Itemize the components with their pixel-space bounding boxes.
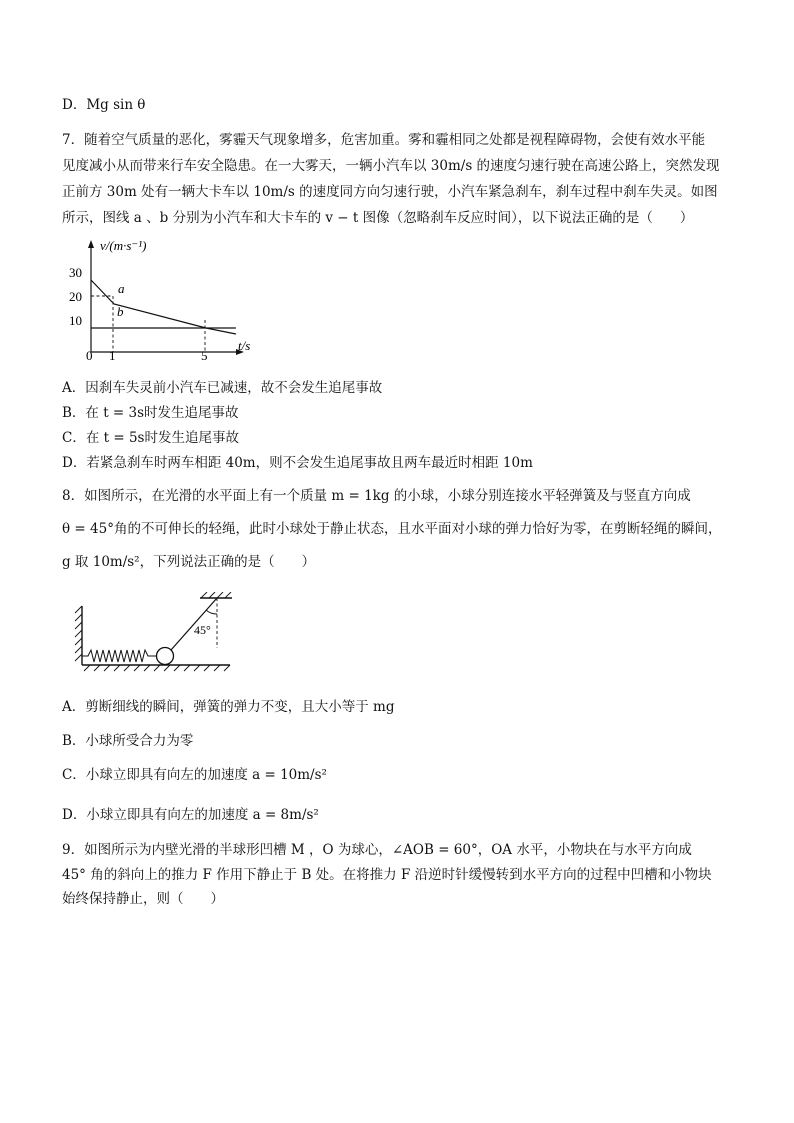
y-tick-10: 10 <box>69 313 82 328</box>
q7-option-b: B．在 t = 3s时发生追尾事故 <box>62 405 239 421</box>
q7-text-line-3: 正前方 30m 处有一辆大卡车以 10m/s 的速度同方向匀速行驶，小汽车紧急刹车，刹车过程中刹车失灵。如图 <box>62 184 718 200</box>
series-a-label: a <box>118 281 125 296</box>
spring <box>82 650 156 662</box>
x-axis-label: t/s <box>238 338 251 353</box>
q8-spring-figure <box>72 592 242 672</box>
x-tick-1: 1 <box>109 348 116 363</box>
q8-option-c: C．小球立即具有向左的加速度 a = 10m/s² <box>62 767 327 783</box>
q9-text-line-1: 9．如图所示为内壁光滑的半球形凹槽 M ，O 为球心，∠AOB = 60°，OA 水平，小物块在与水平方向成 <box>62 842 692 858</box>
angle-label: 45° <box>194 623 211 637</box>
ceiling-hatching <box>201 592 231 598</box>
q7-option-d: D．若紧急刹车时两车相距 40m，则不会发生追尾事故且两车最近时相距 10m <box>62 455 533 471</box>
q7-option-a: A．因刹车失灵前小汽车已减速，故不会发生追尾事故 <box>62 380 383 396</box>
wall-hatching <box>75 606 82 661</box>
q8-option-d: D．小球立即具有向左的加速度 a = 8m/s² <box>62 807 319 823</box>
q7-text-line-4: 所示，图线 a 、b 分别为小汽车和大卡车的 v − t 图像（忽略刹车反应时间），以下说法正确的是（ ） <box>62 210 694 226</box>
series-b-label: b <box>117 304 124 319</box>
y-axis-arrow <box>88 240 94 248</box>
y-axis-label: v/(m·s⁻¹) <box>100 238 147 253</box>
q8-text-line-1: 8．如图所示，在光滑的水平面上有一个质量 m = 1kg 的小球，小球分别连接水平轻弹簧及与竖直方向成 <box>62 488 691 504</box>
q6-option-d: D．Mg sin θ <box>62 97 146 113</box>
q9-text-line-3: 始终保持静止，则（ ） <box>62 891 224 907</box>
y-tick-20: 20 <box>69 289 82 304</box>
q7-option-c: C．在 t = 5s时发生追尾事故 <box>62 430 239 446</box>
q7-text-line-2: 见度减小从而带来行车安全隐患。在一大雾天，一辆小汽车以 30m/s 的速度匀速行驶在高速公路上，突然发现 <box>62 158 720 174</box>
origin-label: 0 <box>86 348 93 363</box>
y-tick-30: 30 <box>69 265 82 280</box>
q8-option-a: A．剪断细线的瞬间，弹簧的弹力不变，且大小等于 mg <box>62 699 395 715</box>
q8-option-b: B．小球所受合力为零 <box>62 733 194 749</box>
floor-hatching <box>84 665 230 671</box>
ball <box>157 648 174 665</box>
q8-text-line-3: g 取 10m/s²，下列说法正确的是（ ） <box>62 554 316 570</box>
angle-arc <box>206 610 217 614</box>
q9-text-line-2: 45° 角的斜向上的推力 F 作用下静止于 B 处。在将推力 F 沿逆时针缓慢转到水平方向的过程中凹槽和小物块 <box>62 867 712 883</box>
q7-text-line-1: 7．随着空气质量的恶化，雾霾天气现象增多，危害加重。雾和霾相同之处都是视程障碍物，会使有效水平能 <box>62 132 706 148</box>
q8-text-line-2: θ = 45°角的不可伸长的轻绳，此时小球处于静止状态，且水平面对小球的弹力恰好为零，在剪断轻绳的瞬间， <box>62 521 722 537</box>
q7-vt-graph <box>60 236 270 366</box>
x-tick-5: 5 <box>201 348 208 363</box>
